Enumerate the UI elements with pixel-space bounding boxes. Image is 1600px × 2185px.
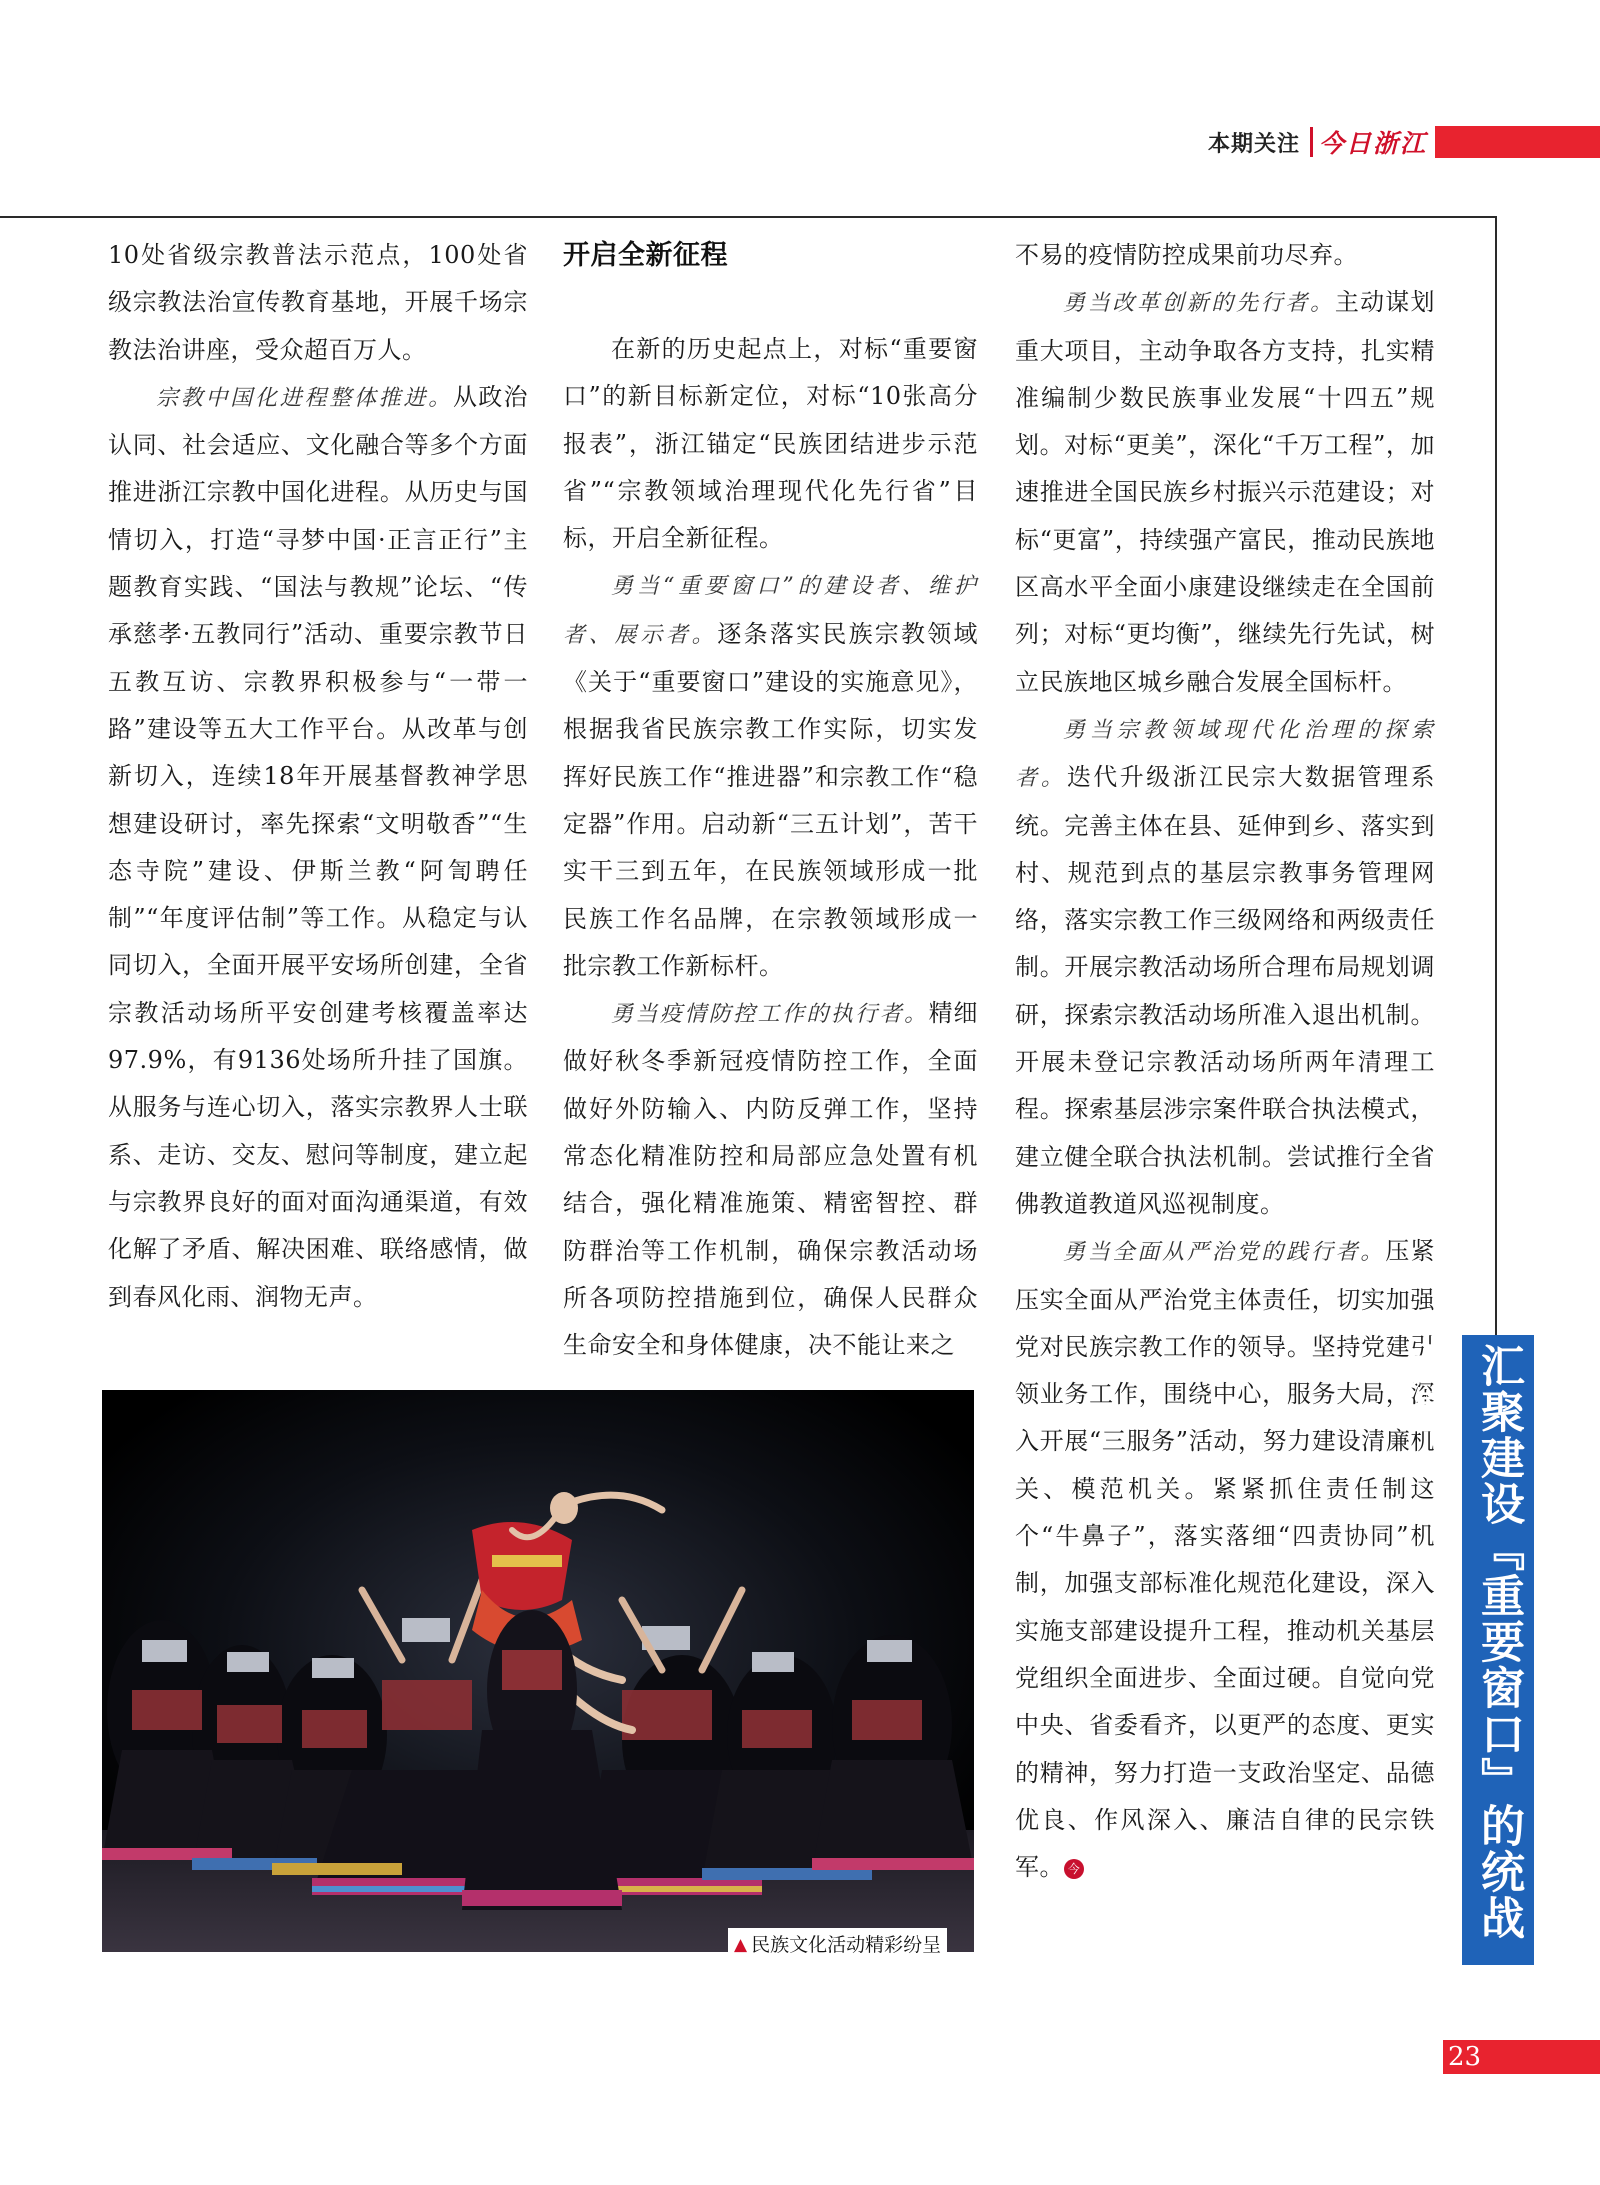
paragraph-lead: 勇当宗教领域现代化治理的探索者。 xyxy=(1015,717,1435,792)
section-heading: 开启全新征程 xyxy=(563,240,728,271)
paragraph-body: 精细做好秋冬季新冠疫情防控工作，全面做好外防输入、内防反弹工作，坚持常态化精准防控和局部应急处置有机结合，强化精准施策、精密智控、群防群治等工作机制，确保宗教活动场所各项防控措施到位，确保人民群众生命安全和身体健康，决不能让来之 xyxy=(563,999,978,1360)
paragraph-body: 逐条落实民族宗教领域《关于“重要窗口”建设的实施意见》，根据我省民族宗教工作实际，切实发挥好民族工作“推进器”和宗教工作“稳定器”作用。启动新“三五计划”，苦干实干三到五年，在民族领域形成一批民族工作名品牌，在宗教领域形成一批宗教工作新标杆。 xyxy=(563,619,978,980)
paragraph-lead: 勇当“重要窗口”的建设者、维护者、展示者。 xyxy=(563,574,978,648)
page-number: 23 xyxy=(1448,2042,1482,2072)
dance-photo-illustration xyxy=(102,1390,974,1952)
paragraph-body: 压紧压实全面从严治党主体责任，切实加强党对民族宗教工作的领导。坚持党建引领业务工作，围绕中心，服务大局，深入开展“三服务”活动，努力建设清廉机关、模范机关。紧紧抓住责任制这个“牛鼻子”，落实落细“四责协同”机制，加强支部标准化规范化建设，深入实施支部建设提升工程，推动机关基层党组织全面进步、全面过硬。自觉向党中央、省委看齐，以更严的态度、更实的精神，努力打造一支政治坚定、品德优良、作风深入、廉洁自律的民宗铁军。 xyxy=(1015,1237,1435,1882)
paragraph xyxy=(563,562,978,990)
magazine-logo: 今日浙江 xyxy=(1318,129,1427,158)
top-rule xyxy=(0,216,1497,218)
right-rule xyxy=(1495,216,1497,1341)
triangle-marker-icon: ▲ xyxy=(734,1935,748,1955)
paragraph: 10处省级宗教普法示范点，100处省级宗教法治宣传教育基地，开展千场宗教法治讲座，受众超百万人。 xyxy=(108,241,528,364)
article-column-2 xyxy=(563,232,978,1370)
paragraph-body: 从政治认同、社会适应、文化融合等多个方面推进浙江宗教中国化进程。从历史与国情切入，打造“寻梦中国·正言正行”主题教育实践、“国法与教规”论坛、“传承慈孝·五教同行”活动、重要宗教节日五教互访、宗教界积极参与“一带一路”建设等五大工作平台。从改革与创新切入，连续18年开展基督教神学思想建设研讨，率先探索“文明敬香”“生态寺院”建设、伊斯兰教“阿訇聘任制”“年度评估制”等工作。从稳定与认同切入，全面开展平安场所创建，全省宗教活动场所平安创建考核覆盖率达97.9%，有9136处场所升挂了国旗。从服务与连心切入，落实宗教界人士联系、走访、交友、慰问等制度，建立起与宗教界良好的面对面沟通渠道，有效化解了矛盾、解决困难、联络感情，做到春风化雨、润物无声。 xyxy=(108,382,528,1311)
paragraph-body: 主动谋划重大项目，主动争取各方支持，扎实精准编制少数民族事业发展“十四五”规划。对标“更美”，深化“千万工程”，加速推进全国民族乡村振兴示范建设；对标“更富”，持续强产富民，推动民族地区高水平全面小康建设继续走在全国前列；对标“更均衡”，继续先行先试，树立民族地区城乡融合发展全国标杆。 xyxy=(1015,288,1435,696)
paragraph-body: 迭代升级浙江民宗大数据管理系统。完善主体在县、延伸到乡、落实到村、规范到点的基层宗教事务管理网络，落实宗教工作三级网络和两级责任制。开展宗教活动场所合理布局规划调研，探索宗教活动场所准入退出机制。开展未登记宗教活动场所两年清理工程。探索基层涉宗案件联合执法模式，建立健全联合执法机制。尝试推行全省佛教道教道风巡视制度。 xyxy=(1015,763,1435,1218)
article-column-3 xyxy=(1015,232,1435,1891)
paragraph xyxy=(108,374,528,1321)
paragraph: 不易的疫情防控成果前功尽弃。 xyxy=(1015,241,1358,269)
paragraph-lead: 勇当改革创新的先行者。 xyxy=(1063,291,1335,317)
end-mark-icon: 今 xyxy=(1064,1859,1084,1879)
header-accent-bar xyxy=(1435,126,1600,158)
section-label: 本期关注 xyxy=(1207,131,1300,157)
paragraph xyxy=(1015,279,1435,706)
paragraph xyxy=(1015,706,1435,1228)
paragraph-lead: 宗教中国化进程整体推进。 xyxy=(156,385,453,411)
side-banner-title: 汇聚建设『重要窗口』的统战力量 xyxy=(1401,1343,1524,1941)
caption-text: 民族文化活动精彩纷呈 xyxy=(751,1934,942,1956)
paragraph-lead: 勇当全面从严治党的践行者。 xyxy=(1063,1240,1386,1266)
article-column-1 xyxy=(108,232,528,1321)
page-header xyxy=(1208,124,1600,160)
side-banner xyxy=(1401,1335,1534,1965)
paragraph: 在新的历史起点上，对标“重要窗口”的新目标新定位，对标“10张高分报表”，浙江锚定“民族团结进步示范省”“宗教领域治理现代化先行省”目标，开启全新征程。 xyxy=(563,335,978,553)
paragraph xyxy=(563,990,978,1369)
paragraph-lead: 勇当疫情防控工作的执行者。 xyxy=(611,1002,929,1028)
paragraph xyxy=(1015,1228,1435,1891)
photo-caption xyxy=(728,1928,947,1962)
dance-photo xyxy=(102,1390,974,1952)
header-divider xyxy=(1310,127,1313,157)
